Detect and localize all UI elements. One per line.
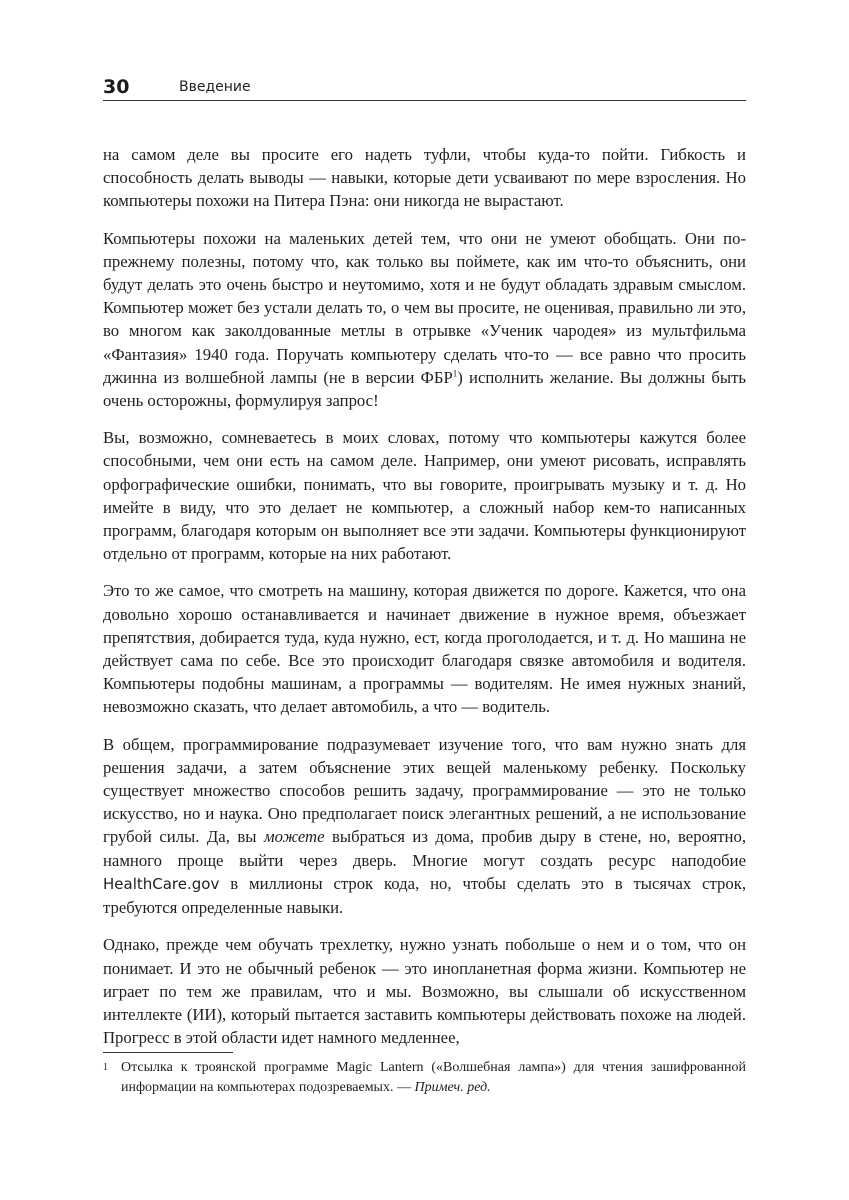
paragraph-6-text: Однако, прежде чем обучать трехлетку, нужно узнать побольше о нем и о том, что он понимает. И это не обычный ребенок — это инопланетная форма жизни. Компьютер не играет по тем же правилам, что и мы. Возможно, вы слышали об искусственном интеллекте (ИИ), который пытается заставить компьютеры действовать похоже на людей. Прогресс в этой области идет намного медленнее, <box>103 935 746 1048</box>
paragraph-5-text-end: в миллионы строк кода, но, чтобы сделать это в тысячах строк, требуются определенные навыки. <box>103 873 746 918</box>
body-text <box>103 143 746 1063</box>
paragraph-6 <box>103 933 746 1049</box>
page-number: 30 <box>103 76 130 98</box>
paragraph-5 <box>103 733 746 920</box>
footnote-divider <box>103 1052 233 1053</box>
paragraph-3-text: Вы, возможно, сомневаетесь в моих словах, потому что компьютеры кажутся более способными, чем они есть на самом деле. Например, они умеют рисовать, исправлять орфографические ошибки, понимать, что вы говорите, проигрывать музыку и т. д. Но имейте в виду, что это делает не компьютер, а сложный набор кем-то написанных программ, благодаря которым он выполняет все эти задачи. Компьютеры функционируют отдельно от программ, которые на них работают. <box>103 428 746 564</box>
paragraph-4-text: Это то же самое, что смотреть на машину, которая движется по дороге. Кажется, что она довольно хорошо останавливается и начинает движение в нужное время, объезжает препятствия, добирается туда, куда нужно, ест, когда проголодается, и т. д. Но машина не действует сама по себе. Все это происходит благодаря связке автомобиля и водителя. Компьютеры подобны машинам, а программы — водителям. Не имея нужных знаний, невозможно сказать, что делает автомобиль, а что — водитель. <box>103 581 746 717</box>
paragraph-4 <box>103 579 746 718</box>
section-title: Введение <box>179 79 251 95</box>
paragraph-2-text: Компьютеры похожи на маленьких детей тем, что они не умеют обобщать. Они по-прежнему полезны, потому что, как только вы поймете, как им что-то объяснить, они будут делать это очень быстро и неутомимо, хотя и не будут обладать здравым смыслом. Компьютер может без устали делать то, о чем вы просите, не оценивая, правильно ли это, во многом как заколдованные метлы в отрывке «Ученик чародея» из мультфильма «Фантазия» 1940 года. Поручать компьютеру сделать что-то — все равно что просить джинна из волшебной лампы (не в версии ФБР <box>103 228 746 387</box>
running-header <box>103 74 746 101</box>
footnote-reference[interactable]: 1 <box>452 368 458 379</box>
paragraph-1 <box>103 143 746 213</box>
paragraph-2 <box>103 227 746 413</box>
emphasis: можете <box>263 827 325 847</box>
footnote-body: Отсылка к троянской программе Magic Lantern («Волшебная лампа») для чтения зашифрованной информации на компьютерах подозреваемых. — <box>121 1060 746 1095</box>
paragraph-1-text: на самом деле вы просите его надеть туфли, чтобы куда-то пойти. Гибкость и способность делать выводы — навыки, которые дети усваивают по мере взросления. Но компьютеры похожи на Питера Пэна: они никогда не вырастают. <box>103 145 746 211</box>
editor-note: Примеч. ред. <box>414 1080 491 1095</box>
website-name: HealthCare.gov <box>103 874 220 893</box>
paragraph-5-text: В общем, программирование подразумевает изучение того, что вам нужно знать для решения задачи, а затем объяснение этих вещей маленькому ребенку. Поскольку существует множество способов решить задачу, программирование — это не только искусство, но и наука. Оно предполагает поиск элегантных решений, а не использование грубой силы. Да, вы <box>103 734 746 847</box>
paragraph-5-text-middle: выбраться из дома, пробив дыру в стене, но, вероятно, намного проще выйти через дверь. Многие могут создать ресурс наподобие <box>103 827 746 870</box>
footnote-text <box>103 1058 746 1098</box>
paragraph-2-text-end: ) исполнить желание. Вы должны быть очень осторожны, формулируя запрос! <box>103 367 746 411</box>
footnote <box>103 1058 746 1098</box>
footnote-marker: 1 <box>103 1062 108 1073</box>
paragraph-3 <box>103 426 746 565</box>
